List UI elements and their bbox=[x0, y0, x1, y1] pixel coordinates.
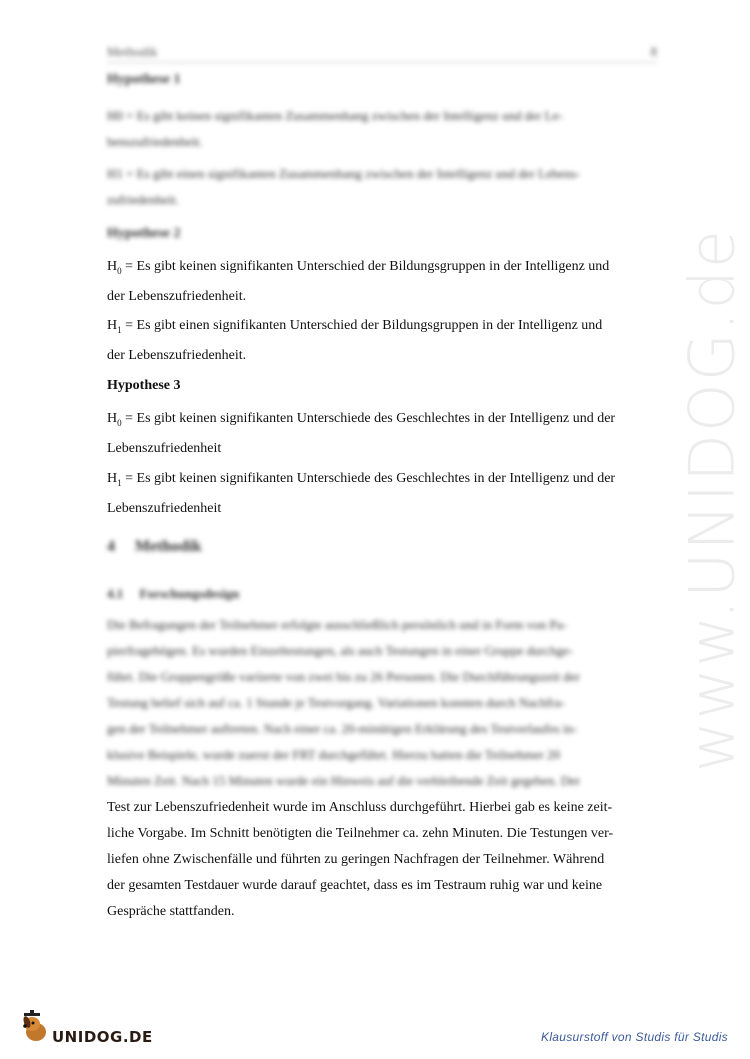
paragraph-blurred: Die Befragungen der Teilnehmer erfolgte ausschließlich persönlich und in Form von Pa- pierfragebögen. Es wurden Einzeltestungen, als auch Testungen in einer Gruppe durchge- führt. Die Gruppengröße variierte von zwei bis zu 26 Personen. Die Durchführungszeit der Testung belief sich auf ca. 1 Stunde je Testvorgang. Variationen konnten durch Nachfra- gen der Teilnehmer auftreten. Nach einer ca. 20-minütigen Erklärung des Testverlaufes in- klusive Beispiele, wurde zuerst der FRT durchgeführt. Hierzu hatten die Teilnehmer 20 Minuten Zeit. Nach 15 Minuten wurde ein Hinweis auf die verbleibende Zeit gegeben. Der bbox=[107, 617, 581, 788]
hypothesis1-h0: H0 = Es gibt keinen signifikanten Zusammenhang zwischen der Intelligenz und der Le- benszufriedenheit. bbox=[107, 108, 563, 149]
footer-tagline: Klausurstoff von Studis für Studis bbox=[541, 1030, 728, 1044]
hypothesis2-title: Hypothese 2 bbox=[107, 226, 181, 241]
hypothesis3-h1: $H_1 = Es$ gibt keinen signifikanten Unterschiede des Geschlechtes in der Intelligenz und der Lebenszufriedenheit bbox=[107, 471, 616, 516]
section-4-heading: 4 Methodik bbox=[107, 538, 202, 555]
running-header bbox=[107, 44, 657, 63]
hypothesis3-title: Hypothese 3 bbox=[107, 378, 181, 393]
page-number: 8 bbox=[650, 44, 657, 59]
hypothesis2-h0: $H_0 = Es$ gibt keinen signifikanten Unterschied der Bildungsgruppen in der Intelligenz und der Lebenszufriedenheit. bbox=[107, 259, 610, 304]
hypothesis3-h0: $H_0 = Es$ gibt keinen signifikanten Unterschiede des Geschlechtes in der Intelligenz und der Lebenszufriedenheit bbox=[107, 411, 616, 456]
header-title: Methodik bbox=[107, 44, 158, 59]
hypothesis1-h1: H1 = Es gibt einen signifikanten Zusammenhang zwischen der Intelligenz und der Lebens- zufriedenheit. bbox=[107, 166, 581, 207]
hypothesis1-title: Hypothese 1 bbox=[107, 72, 181, 87]
paragraph-clear: Test zur Lebenszufriedenheit wurde im Anschluss durchgeführt. Hierbei gab es keine zeit- liche Vorgabe. Im Schnitt benötigten die Teilnehmer ca. zehn Minuten. Die Testungen ver- liefen ohne Zwischenfälle und führten zu geringen Nachfragen der Teilnehmer. Während der gesamten Testdauer wurde darauf geachtet, dass es im Testraum ruhig war und keine Gespräche stattfanden. bbox=[107, 800, 614, 919]
dog-mascot-icon bbox=[20, 1010, 56, 1046]
hypothesis2-h1: $H_1 = Es$ gibt einen signifikanten Unterschied der Bildungsgruppen in der Intelligenz und der Lebenszufriedenheit. bbox=[107, 318, 603, 363]
watermark: www.UNIDOG.de bbox=[675, 228, 749, 772]
logo-text: UNIDOG.DE bbox=[52, 1028, 153, 1046]
section-4-1-heading: 4.1 Forschungsdesign bbox=[107, 586, 240, 601]
unidog-logo[interactable] bbox=[20, 1010, 160, 1050]
